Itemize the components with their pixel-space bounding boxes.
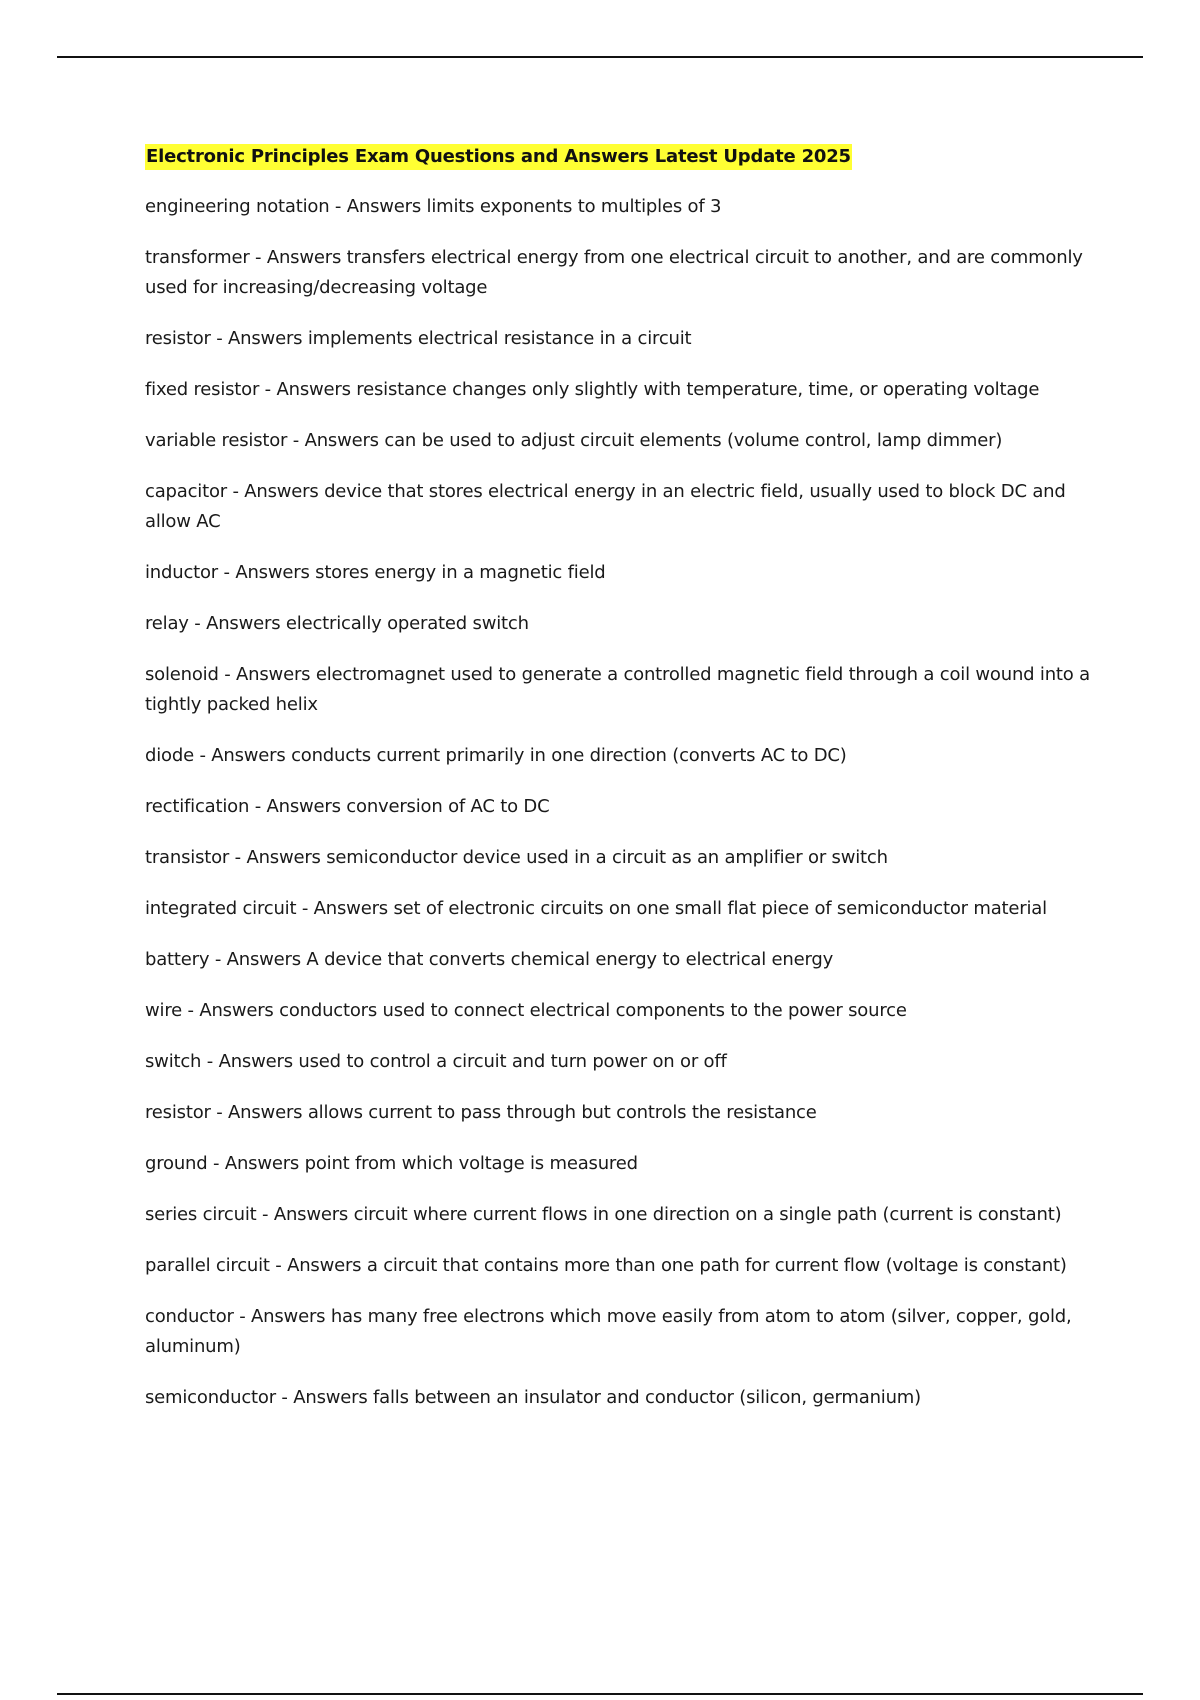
- entry-transistor: transistor - Answers semiconductor device used in a circuit as an amplifier or switch: [145, 847, 888, 868]
- entry-solenoid: solenoid - Answers electromagnet used to generate a controlled magnetic field through a coil wound into a tightly packed helix: [145, 664, 1090, 715]
- entry-conductor: conductor - Answers has many free electrons which move easily from atom to atom (silver, copper, gold, aluminum): [145, 1306, 1072, 1357]
- footer-rule: [57, 1693, 1143, 1695]
- document-title: Electronic Principles Exam Questions and Answers Latest Update 2025: [145, 144, 852, 170]
- header-rule: [57, 56, 1143, 58]
- entry-resistor: resistor - Answers implements electrical resistance in a circuit: [145, 328, 692, 349]
- entry-switch: switch - Answers used to control a circuit and turn power on or off: [145, 1051, 727, 1072]
- entry-diode: diode - Answers conducts current primarily in one direction (converts AC to DC): [145, 745, 847, 766]
- entry-transformer: transformer - Answers transfers electrical energy from one electrical circuit to another, and are commonly used for increasing/decreasing voltage: [145, 247, 1083, 298]
- entry-ground: ground - Answers point from which voltage is measured: [145, 1153, 638, 1174]
- entry-wire: wire - Answers conductors used to connect electrical components to the power source: [145, 1000, 907, 1021]
- entry-capacitor: capacitor - Answers device that stores electrical energy in an electric field, usually used to block DC and allow AC: [145, 481, 1066, 532]
- document-body: [145, 144, 1095, 1434]
- entry-relay: relay - Answers electrically operated switch: [145, 613, 529, 634]
- entry-integrated-circuit: integrated circuit - Answers set of electronic circuits on one small flat piece of semiconductor material: [145, 898, 1047, 919]
- entry-fixed-resistor: fixed resistor - Answers resistance changes only slightly with temperature, time, or operating voltage: [145, 379, 1040, 400]
- entry-variable-resistor: variable resistor - Answers can be used to adjust circuit elements (volume control, lamp dimmer): [145, 430, 1003, 451]
- entry-series-circuit: series circuit - Answers circuit where current flows in one direction on a single path (current is constant): [145, 1204, 1062, 1225]
- entry-semiconductor: semiconductor - Answers falls between an insulator and conductor (silicon, germanium): [145, 1387, 921, 1408]
- entry-resistor-2: resistor - Answers allows current to pass through but controls the resistance: [145, 1102, 817, 1123]
- entry-inductor: inductor - Answers stores energy in a magnetic field: [145, 562, 606, 583]
- entry-battery: battery - Answers A device that converts chemical energy to electrical energy: [145, 949, 834, 970]
- entry-parallel-circuit: parallel circuit - Answers a circuit that contains more than one path for current flow (voltage is constant): [145, 1255, 1067, 1276]
- entry-engineering-notation: engineering notation - Answers limits exponents to multiples of 3: [145, 196, 722, 217]
- entry-rectification: rectification - Answers conversion of AC to DC: [145, 796, 550, 817]
